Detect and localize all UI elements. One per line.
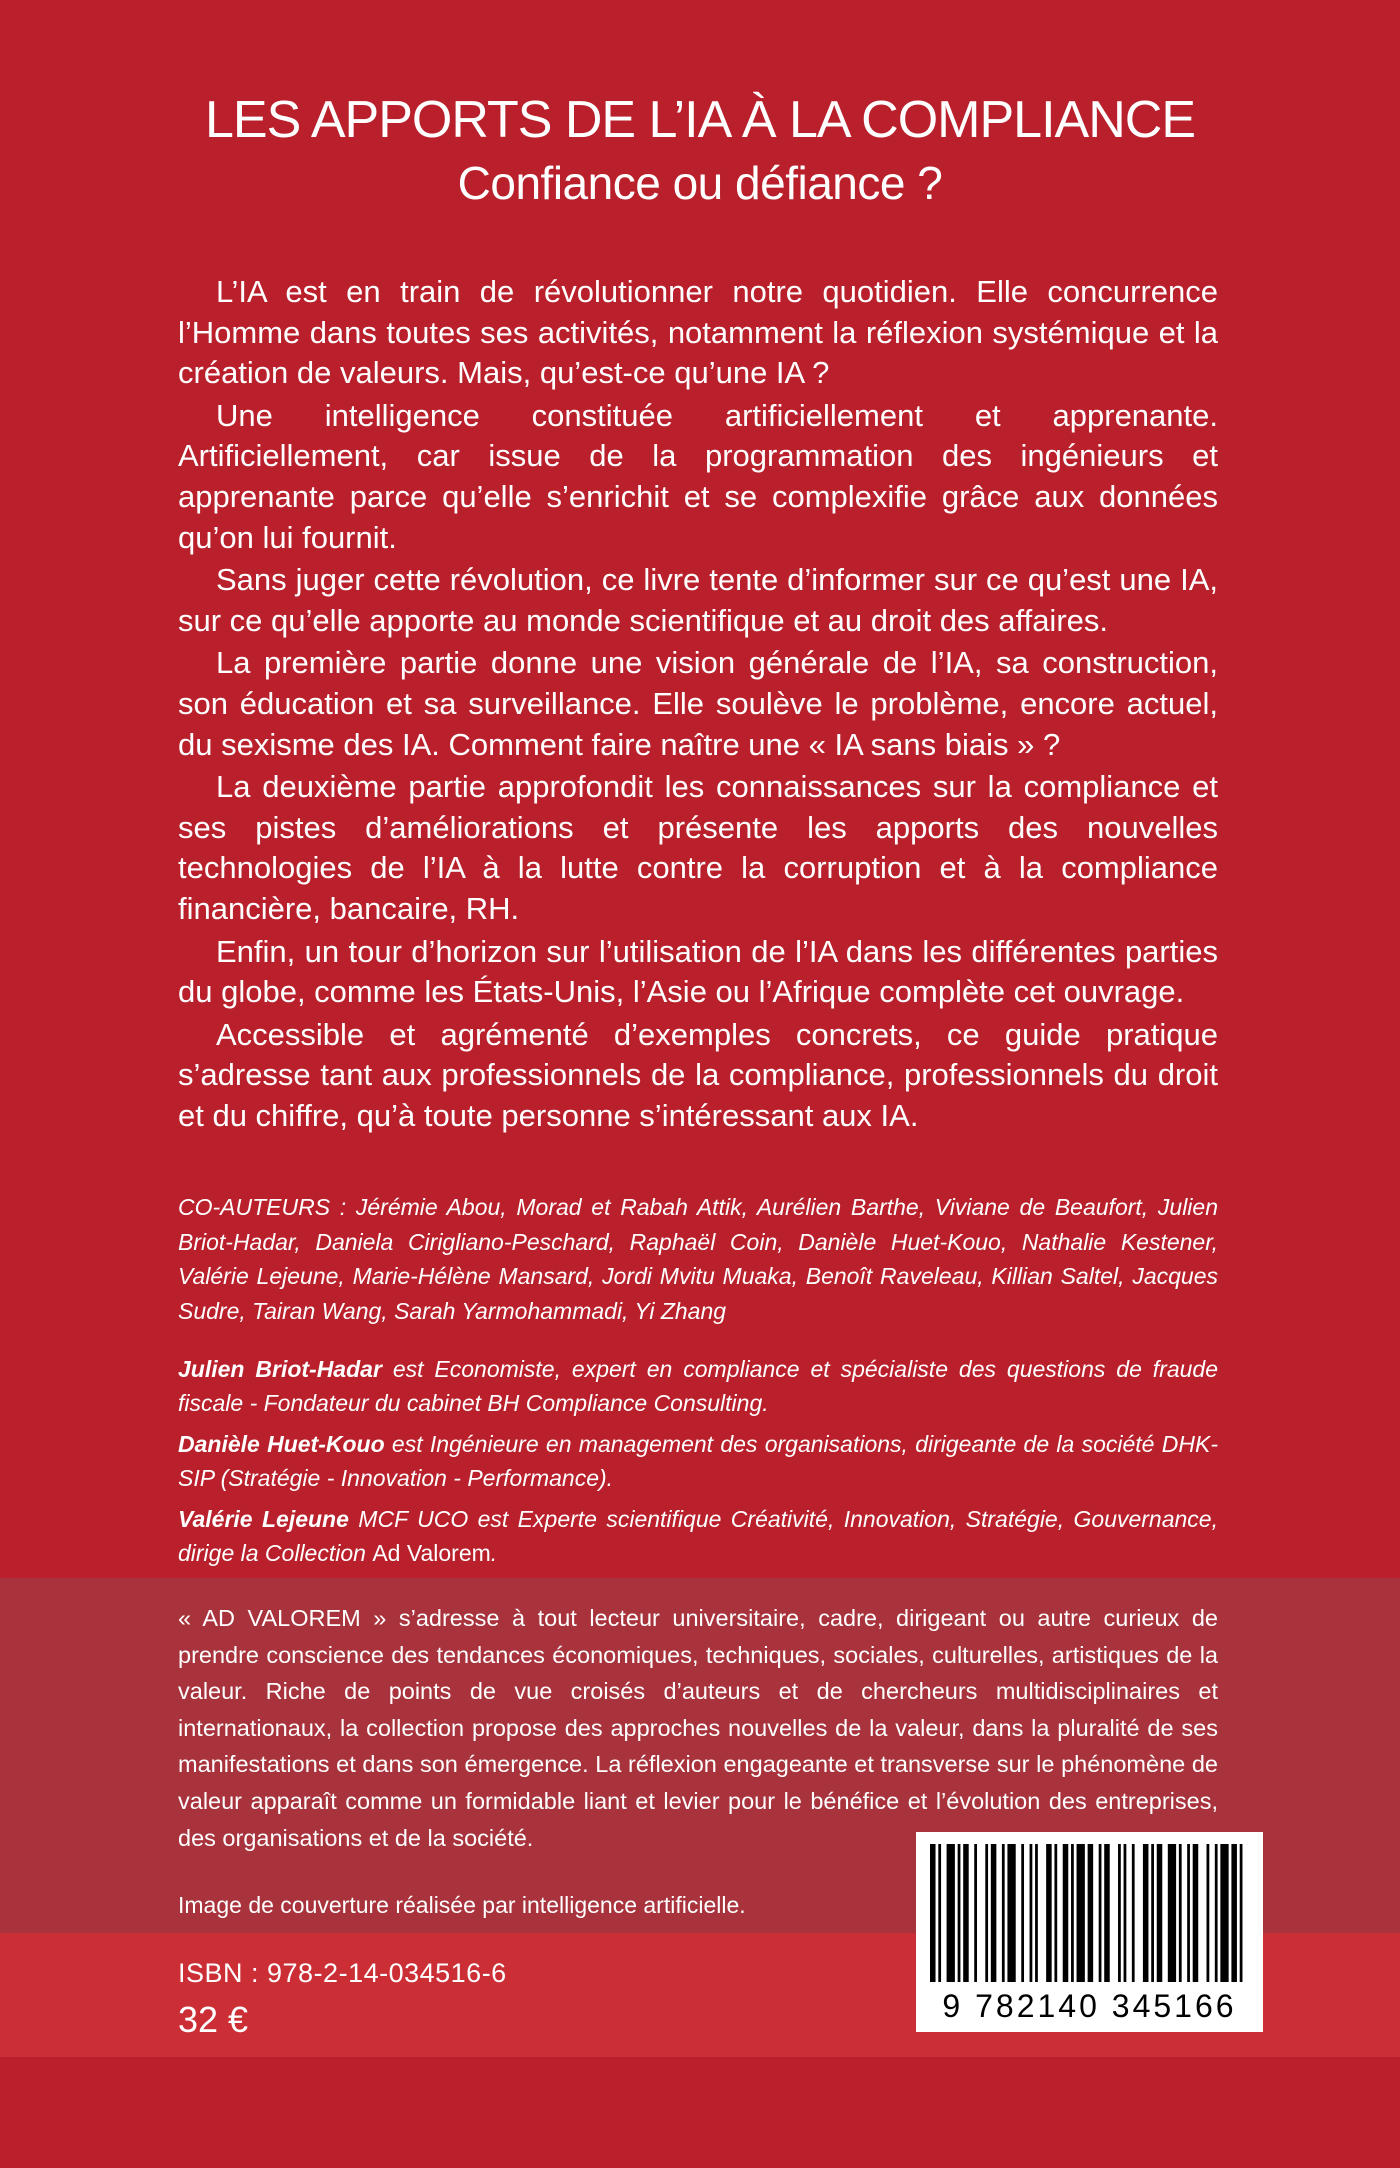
barcode-bar	[938, 1844, 941, 1982]
isbn: ISBN : 978-2-14-034516-6	[178, 1958, 507, 1988]
bio-name: Julien Briot-Hadar	[178, 1356, 382, 1382]
barcode-bar	[1104, 1844, 1110, 1982]
summary-paragraph: Enfin, un tour d’horizon sur l’utilisation de l’IA dans les différentes parties du globe, comme les États-Unis, l’Asie ou l’Afrique complète cet ouvrage.	[178, 933, 1218, 1010]
title-block	[0, 90, 1400, 212]
barcode-bar	[963, 1844, 969, 1982]
barcode-bar	[1143, 1844, 1149, 1982]
price: 32 €	[178, 1999, 249, 2040]
barcode-bar	[1220, 1844, 1228, 1982]
barcode-bar	[985, 1844, 988, 1982]
barcode-bar	[1030, 1844, 1033, 1982]
barcode	[916, 1832, 1263, 2032]
barcode-bar	[1002, 1844, 1005, 1982]
summary-paragraph: La deuxième partie approfondit les connaissances sur la compliance et ses pistes d’améliorations et présente les apports des nouvelles technologies de l’IA à la lutte contre la corruption et à la compliance financière, bancaire, RH.	[178, 769, 1218, 926]
cover-credit: Image de couverture réalisée par intelligence artificielle.	[178, 1892, 746, 1918]
book-title: LES APPORTS DE L’IA À LA COMPLIANCE	[204, 91, 1196, 149]
barcode-bar	[1240, 1844, 1243, 1982]
barcode-bar	[1157, 1844, 1163, 1982]
barcode-bar	[1063, 1844, 1069, 1982]
barcode-bar	[1168, 1844, 1176, 1982]
bio-lejeune: Valérie Lejeune MCF UCO est Experte scientifique Créativité, Innovation, Stratégie, Gouvernance, dirige la Collection Ad Valorem.	[178, 1506, 1218, 1566]
barcode-bar	[1187, 1844, 1190, 1982]
barcode-bar	[1207, 1844, 1210, 1982]
bio-briot-hadar: Julien Briot-Hadar est Economiste, expert en compliance et spécialiste des questions de fraude fiscale - Fondateur du cabinet BH Compliance Consulting.	[178, 1356, 1219, 1416]
summary-paragraph: La première partie donne une vision générale de l’IA, sa construction, son éducation et sa surveillance. Elle soulève le problème, encore actuel, du sexisme des IA. Comment faire naître une « IA sans biais » ?	[178, 645, 1218, 762]
summary-paragraph: Sans juger cette révolution, ce livre tente d’informer sur ce qu’est une IA, sur ce qu’elle apporte au monde scientifique et au droit des affaires.	[178, 562, 1218, 638]
barcode-bar	[1118, 1844, 1121, 1982]
barcode-bar	[991, 1844, 997, 1982]
barcode-bar	[1215, 1844, 1218, 1982]
barcode-bar	[1193, 1844, 1199, 1982]
barcode-bar	[930, 1844, 936, 1982]
author-bios	[178, 1353, 1218, 1578]
barcode-bars-icon	[916, 1832, 1263, 1992]
collection-description: « AD VALOREM » s’adresse à tout lecteur universitaire, cadre, dirigeant ou autre curieux de prendre conscience des tendances économiques, techniques, sociales, culturelles, artistiques de la valeur. Riche de points de vue croisés d’auteurs et de chercheurs multidisciplinaires et internationaux, la collection propose des approches nouvelles de la valeur, dans la pluralité de ses manifestations et dans son émergence. La réflexion engageante et transverse sur le phénomène de valeur apparaît comme un formidable liant et levier pour le bénéfice et l’évolution des entreprises, des organisations et de la société.	[178, 1605, 1218, 1851]
book-subtitle: Confiance ou défiance ?	[457, 157, 943, 209]
bio-name: Valérie Lejeune	[178, 1506, 349, 1532]
barcode-bar	[1021, 1844, 1024, 1982]
barcode-bar	[1099, 1844, 1102, 1982]
barcode-bar	[947, 1844, 955, 1982]
barcode-bar	[1151, 1844, 1154, 1982]
barcode-bar	[974, 1844, 977, 1982]
summary	[178, 272, 1218, 1136]
barcode-bar	[1124, 1844, 1127, 1982]
barcode-digits: 9 782140 345166	[942, 1988, 1237, 2024]
barcode-bar	[1132, 1844, 1135, 1982]
barcode-bar	[1088, 1844, 1094, 1982]
barcode-bar	[1054, 1844, 1057, 1982]
coauthors: CO-AUTEURS : Jérémie Abou, Morad et Rabah Attik, Aurélien Barthe, Viviane de Beaufort, Julien Briot-Hadar, Daniela Cirigliano-Peschard, Raphaël Coin, Danièle Huet-Kouo, Nathalie Kestener, Valérie Lejeune, Marie-Hélène Mansard, Jordi Mvitu Muaka, Benoît Raveleau, Killian Saltel, Jacques Sudre, Tairan Wang, Sarah Yarmohammadi, Yi Zhang	[178, 1194, 1218, 1324]
barcode-bar	[958, 1844, 961, 1982]
barcode-bar	[1231, 1844, 1237, 1982]
barcode-bar	[1035, 1844, 1038, 1982]
summary-paragraph: Une intelligence constituée artificiellement et apprenante. Artificiellement, car issue de la programmation des ingénieurs et apprenante parce qu’elle s’enrichit et se complexifie grâce aux données qu’on lui fournit.	[178, 397, 1218, 555]
barcode-bar	[1046, 1844, 1052, 1982]
barcode-bar	[1077, 1844, 1085, 1982]
barcode-bar	[1179, 1844, 1182, 1982]
barcode-bar	[1071, 1844, 1074, 1982]
bio-name: Danièle Huet-Kouo	[178, 1431, 385, 1457]
summary-paragraph: L’IA est en train de révolutionner notre quotidien. Elle concurrence l’Homme dans toutes ses activités, notamment la réflexion systémique et la création de valeurs. Mais, qu’est-ce qu’une IA ?	[178, 274, 1218, 391]
summary-paragraph: Accessible et agrémenté d’exemples concrets, ce guide pratique s’adresse tant aux professionnels de la compliance, professionnels du droit et du chiffre, qu’à toute personne s’intéressant aux IA.	[178, 1016, 1218, 1133]
barcode-bar	[1007, 1844, 1015, 1982]
bio-huet-kouo: Danièle Huet-Kouo est Ingénieure en management des organisations, dirigeante de la société DHK-SIP (Stratégie - Innovation - Performance).	[178, 1431, 1218, 1491]
